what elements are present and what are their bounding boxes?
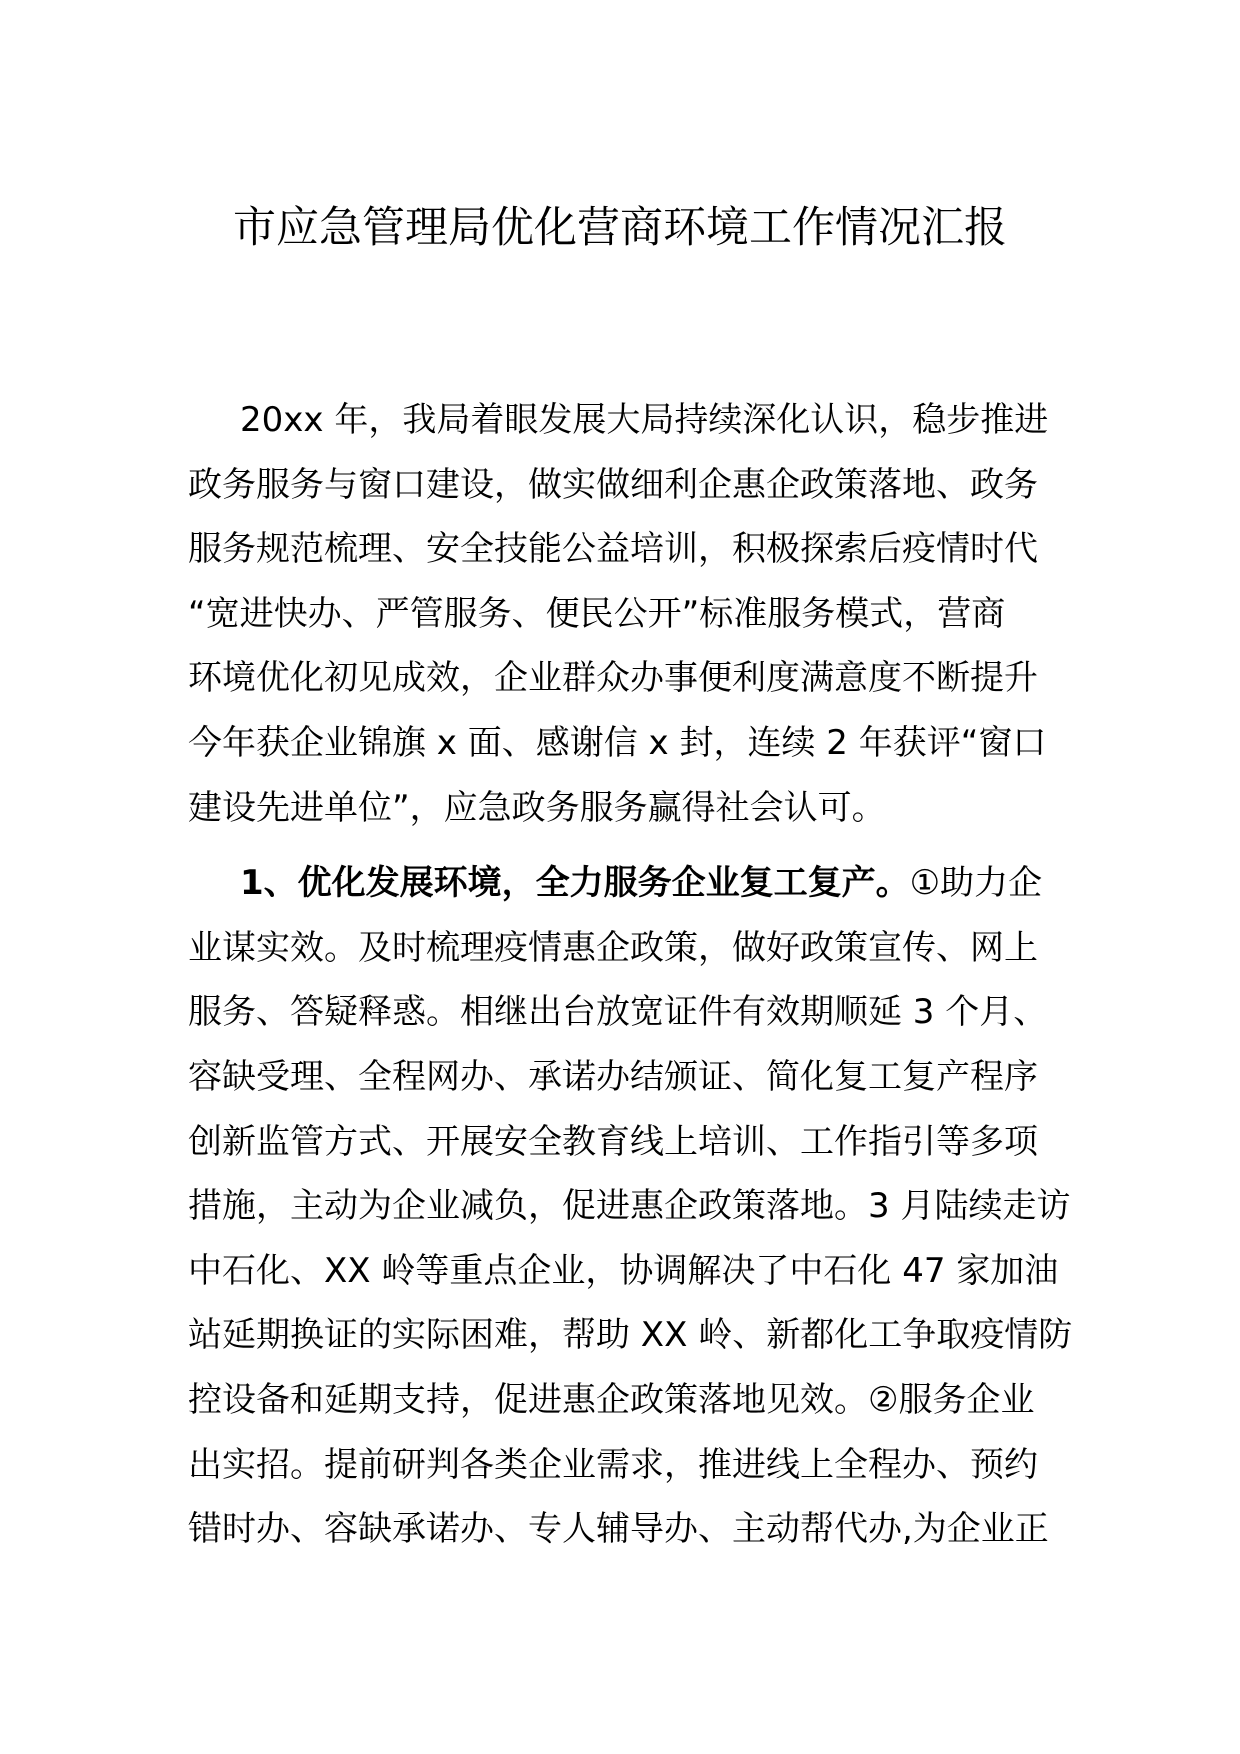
section1-first-line <box>188 851 1068 916</box>
section1-line-11: 错时办、容缺承诺办、专人辅导办、主动帮代办,为企业正 <box>188 1509 1049 1550</box>
intro-line-5: 环境优化初见成效，企业群众办事便利度满意度不断提升 <box>188 658 1038 699</box>
section1-line-5: 创新监管方式、开展安全教育线上培训、工作指引等多项 <box>188 1121 1038 1162</box>
intro-line-3: 服务规范梳理、安全技能公益培训，积极探索后疫情时代 <box>188 529 1038 570</box>
section1-line-7: 中石化、XX 岭等重点企业，协调解决了中石化 47 家加油 <box>188 1250 1059 1291</box>
section1-line-3: 服务、答疑释惑。相继出台放宽证件有效期顺延 3 个月、 <box>188 992 1048 1033</box>
intro-line-1: 20xx 年，我局着眼发展大局持续深化认识，稳步推进 <box>240 400 1049 440</box>
intro-line-2: 政务服务与窗口建设，做实做细利企惠企政策落地、政务 <box>188 464 1038 505</box>
section1-line-2: 业谋实效。及时梳理疫情惠企政策，做好政策宣传、网上 <box>188 927 1038 968</box>
intro-line-6: 今年获企业锦旗 x 面、感谢信 x 封，连续 2 年获评“窗口 <box>188 722 1047 763</box>
section1-line-4: 容缺受理、全程网办、承诺办结颁证、简化复工复产程序 <box>188 1056 1038 1097</box>
section1-line-6: 措施，主动为企业减负，促进惠企政策落地。3 月陆续走访 <box>188 1186 1071 1227</box>
document-title: 市应急管理局优化营商环境工作情况汇报 <box>233 203 1007 253</box>
section1-line-8: 站延期换证的实际困难，帮助 XX 岭、新都化工争取疫情防 <box>188 1315 1073 1356</box>
section1-heading: 1、优化发展环境，全力服务企业复工复产。 <box>240 863 910 904</box>
document-body <box>188 388 1073 1562</box>
section1-line-10: 出实招。提前研判各类企业需求，推进线上全程办、预约 <box>188 1444 1038 1485</box>
section1-first-line-rest: ①助力企 <box>909 863 1043 904</box>
section1-line-9: 控设备和延期支持，促进惠企政策落地见效。②服务企业 <box>188 1379 1035 1420</box>
intro-line-7: 建设先进单位”，应急政务服务赢得社会认可。 <box>188 787 886 828</box>
intro-line-4: “宽进快办、严管服务、便民公开”标准服务模式，营商 <box>188 593 1006 634</box>
